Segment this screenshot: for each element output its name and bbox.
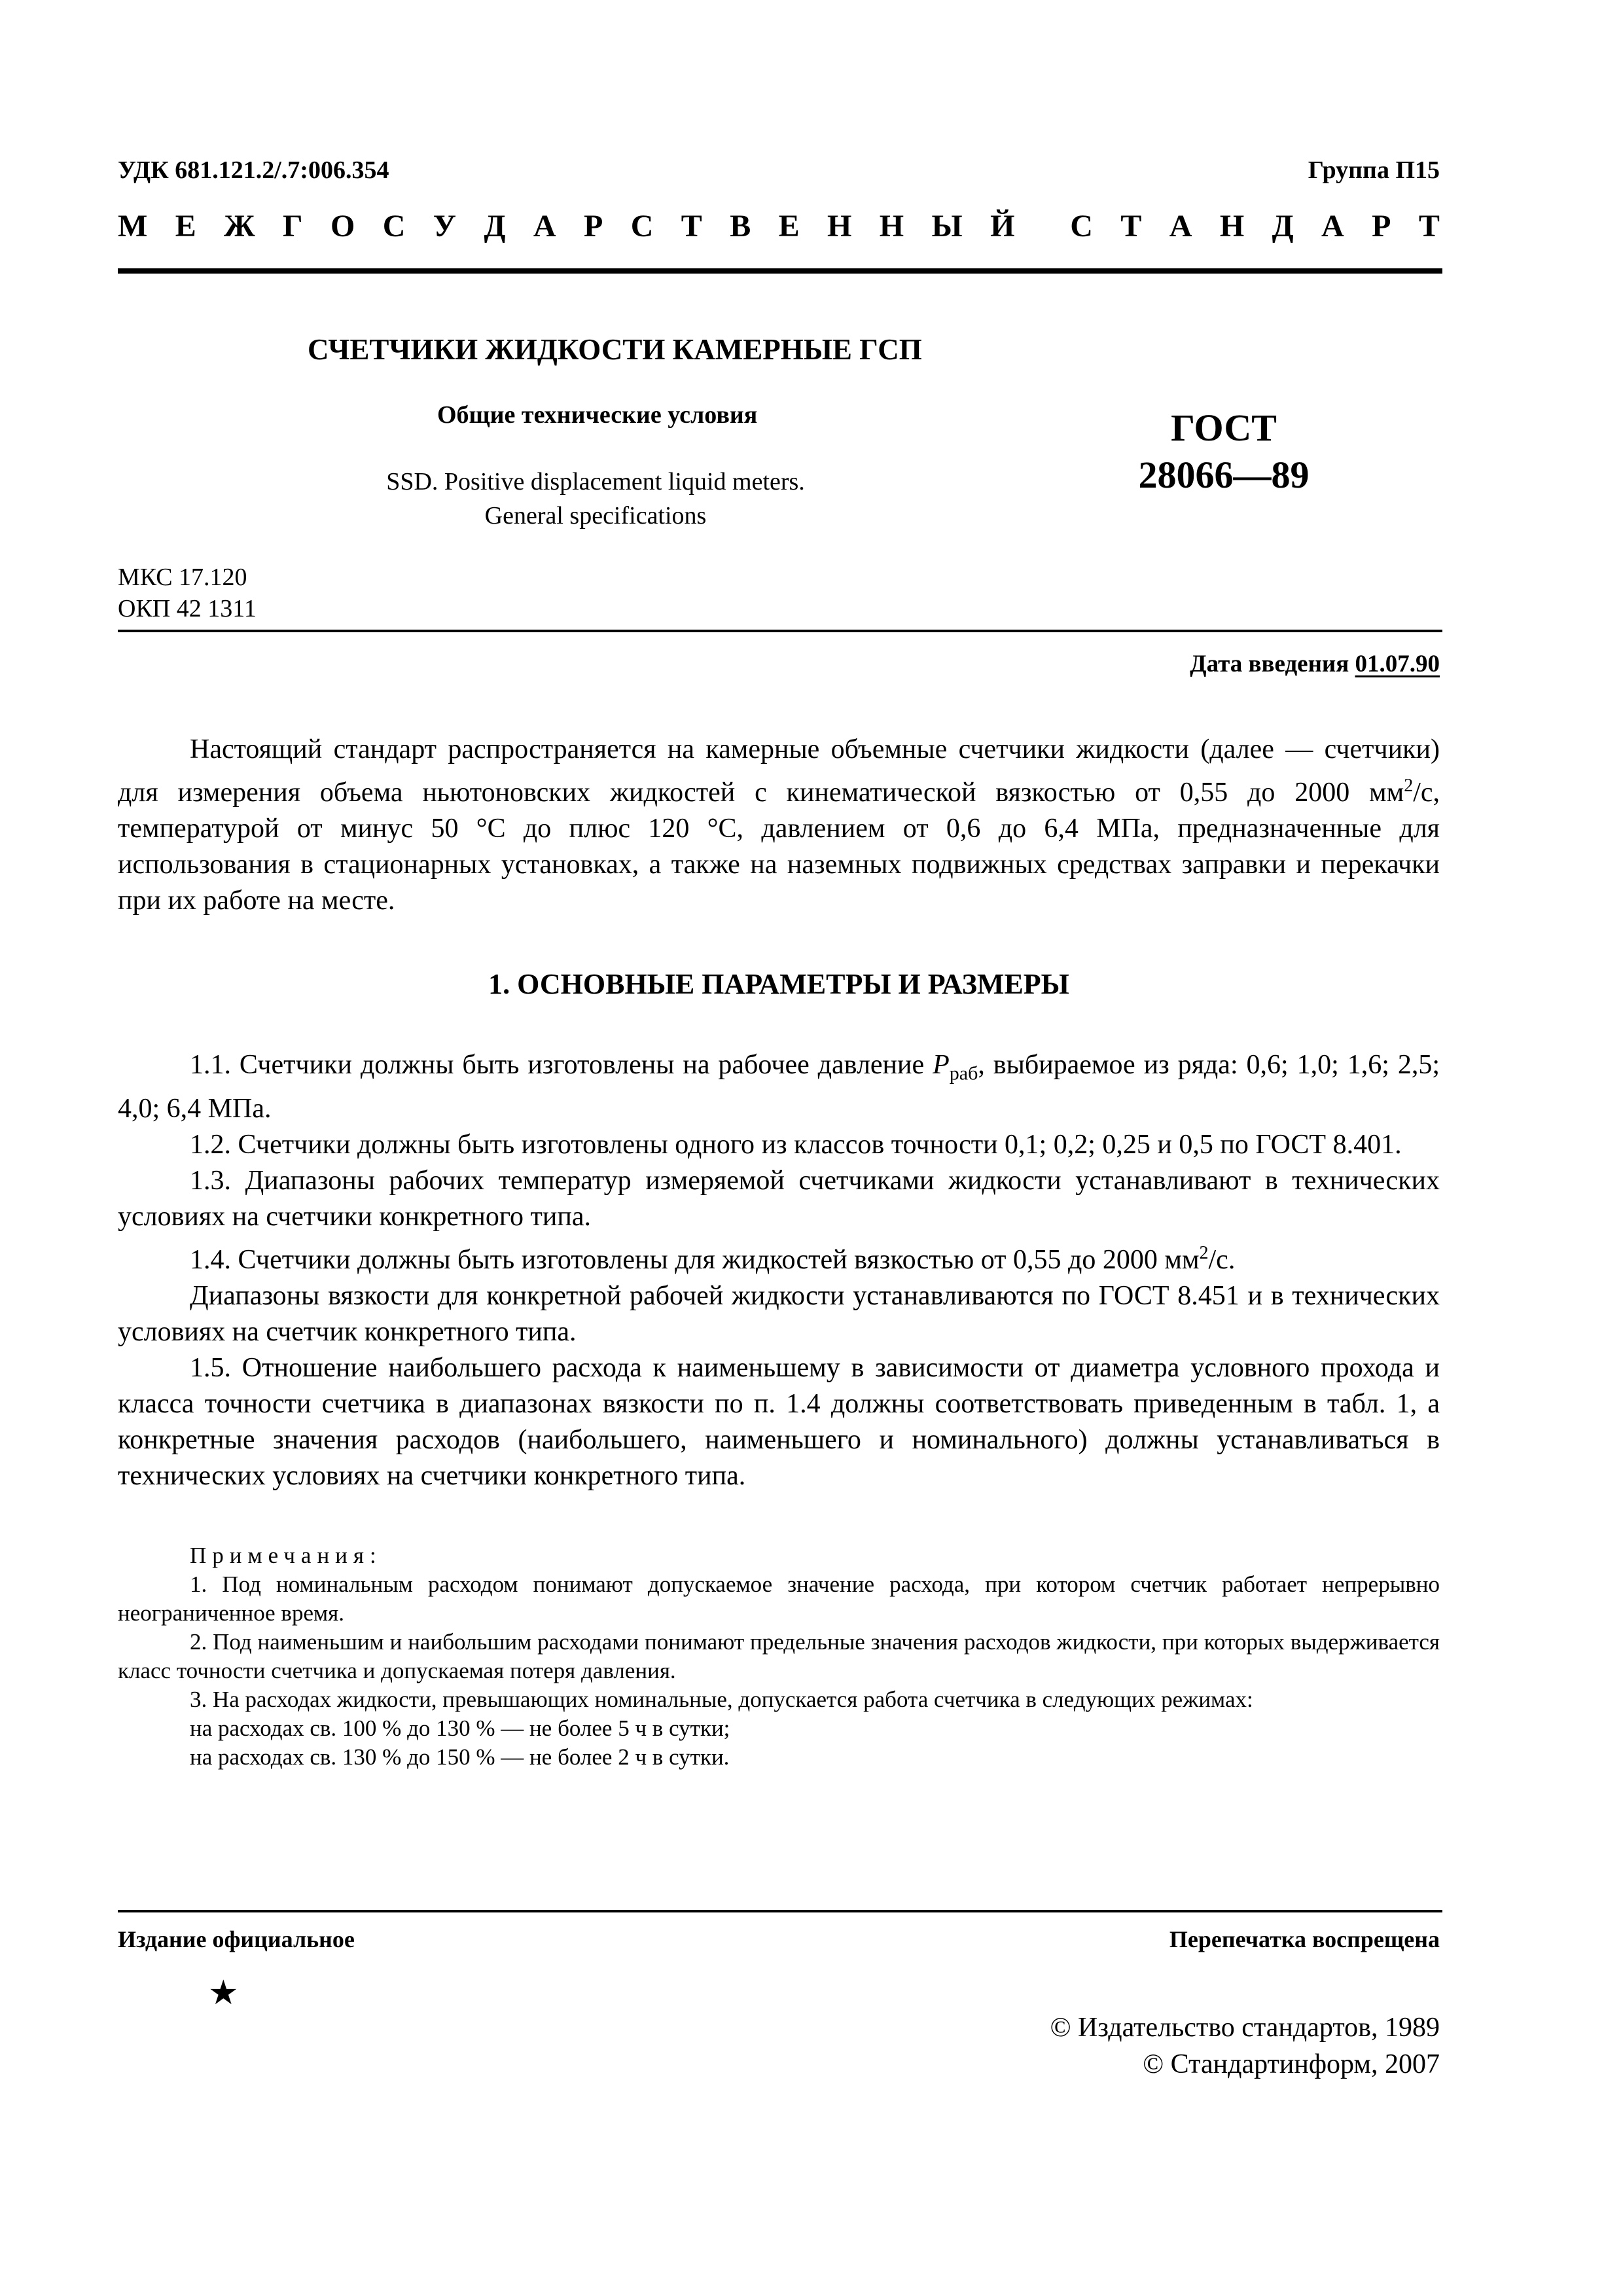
- intro-paragraph: [118, 732, 1440, 919]
- document-title: СЧЕТЧИКИ ЖИДКОСТИ КАМЕРНЫЕ ГСП: [308, 333, 922, 366]
- banner-letter: Т: [681, 209, 702, 243]
- note-regime-1: на расходах св. 100 % до 130 % — не более 5 ч в сутки;: [190, 1715, 730, 1741]
- banner-letter: С: [382, 209, 406, 243]
- copyright: [1050, 2009, 1440, 2083]
- section-heading: 1. ОСНОВНЫЕ ПАРАМЕТРЫ И РАЗМЕРЫ: [488, 968, 1069, 1000]
- intro-date-value: 01.07.90: [1355, 651, 1440, 677]
- variable-p: Р: [933, 1050, 950, 1080]
- banner-letter: Т: [1418, 209, 1440, 243]
- note-2: 2. Под наименьшим и наибольшим расходами понимают предельные значения расходов жидкости, при которых выдерживается класс точности счетчика и допускаемая потеря давления.: [118, 1629, 1440, 1683]
- document-subtitle: Общие технические условия: [437, 401, 758, 429]
- reprint-label: Перепечатка воспрещена: [1169, 1926, 1440, 1952]
- gost-number: [1086, 404, 1361, 499]
- okp-code: ОКП 42 1311: [118, 595, 257, 622]
- title-rule: [118, 630, 1442, 632]
- banner-letter: Е: [175, 209, 196, 243]
- standard-banner: [118, 208, 1440, 244]
- clause-1-1: 1.1. Счетчики должны быть изготовлены на рабочее давление $Р_{раб}$, выбираемое из ряда: 0,6; 1,0; 1,6; 2,5; 4,0; 6,4 МПа.: [118, 1050, 1440, 1124]
- notes-heading: Примечания:: [190, 1543, 382, 1568]
- banner-letter: О: [330, 209, 355, 243]
- copyright-line: © Стандартинформ, 2007: [1143, 2049, 1440, 2079]
- banner-letter: С: [630, 209, 654, 243]
- banner-letter: А: [533, 209, 556, 243]
- subscript: раб: [949, 1062, 978, 1085]
- banner-letter: В: [730, 209, 751, 243]
- banner-letter: Ы: [931, 209, 963, 243]
- banner-letter: У: [433, 209, 457, 243]
- udk-code: УДК 681.121.2/.7:006.354: [118, 156, 389, 184]
- classification-codes: [118, 562, 257, 624]
- english-title: [386, 465, 805, 533]
- note-regime-2: на расходах св. 130 % до 150 % — не более 2 ч в сутки.: [190, 1744, 730, 1770]
- banner-rule: [118, 268, 1442, 274]
- banner-letter: Р: [583, 209, 603, 243]
- footer-rule: [118, 1910, 1442, 1912]
- note-3: 3. На расходах жидкости, превышающих номинальные, допускается работа счетчика в следующих режимах:: [190, 1687, 1253, 1712]
- banner-letter: Н: [827, 209, 852, 243]
- banner-letter: Е: [778, 209, 800, 243]
- clause-1-2: 1.2. Счетчики должны быть изготовлены одного из классов точности 0,1; 0,2; 0,25 и 0,5 по ГОСТ 8.401.: [190, 1130, 1402, 1160]
- banner-letter: А: [1321, 209, 1344, 243]
- copyright-line: © Издательство стандартов, 1989: [1050, 2013, 1440, 2043]
- section-body: [118, 1047, 1440, 1494]
- banner-letter: Й: [990, 209, 1015, 243]
- clause-1-3: 1.3. Диапазоны рабочих температур измеряемой счетчиками жидкости устанавливают в технических условиях на счетчики конкретного типа.: [118, 1166, 1440, 1232]
- gost-code: 28066—89: [1138, 454, 1310, 496]
- edition-label: Издание официальное: [118, 1926, 355, 1952]
- clause-1-5: 1.5. Отношение наибольшего расхода к наименьшему в зависимости от диаметра условного прохода и класса точности счетчика в диапазонах вязкости по п. 1.4 должны соответствовать приведенным в табл. 1, а конкретные значения расходов (наибольшего, наименьшего и номинального) должны устанавливаться в технических условиях на счетчики конкретного типа.: [118, 1353, 1440, 1492]
- note-1: 1. Под номинальным расходом понимают допускаемое значение расхода, при котором счетчик работает непрерывно неограниченное время.: [118, 1571, 1440, 1626]
- banner-letter: Н: [1219, 209, 1245, 243]
- gost-label: ГОСТ: [1171, 406, 1277, 449]
- banner-letter: Д: [1272, 209, 1294, 243]
- superscript: 2: [1199, 1243, 1209, 1264]
- intro-text: Настоящий стандарт распространяется на камерные объемные счетчики жидкости (далее — счетчики) для измерения объема ньютоновских жидкостей с кинематической вязкостью от 0,55 до 2000 мм: [118, 734, 1440, 808]
- clause-1-4-cont: Диапазоны вязкости для конкретной рабочей жидкости устанавливаются по ГОСТ 8.451 и в технических условиях на счетчик конкретного типа.: [118, 1281, 1440, 1348]
- banner-letter: А: [1169, 209, 1192, 243]
- superscript: 2: [1404, 776, 1414, 796]
- banner-letter: Д: [484, 209, 506, 243]
- banner-letter: М: [118, 209, 148, 243]
- star-icon: ★: [208, 1975, 239, 2012]
- banner-letter: Т: [1120, 209, 1142, 243]
- mks-code: МКС 17.120: [118, 564, 247, 591]
- english-title-line: SSD. Positive displacement liquid meters.: [386, 468, 805, 495]
- notes-block: [118, 1541, 1440, 1772]
- banner-letter: Р: [1372, 209, 1391, 243]
- banner-letter: Г: [283, 209, 303, 243]
- intro-date-label: Дата введения: [1190, 651, 1349, 677]
- english-title-line: General specifications: [484, 502, 707, 529]
- banner-letter: С: [1070, 209, 1093, 243]
- banner-letter: Ж: [224, 209, 255, 243]
- intro-date: [1190, 650, 1440, 678]
- banner-letter: Н: [879, 209, 904, 243]
- group-code: Группа П15: [1308, 156, 1440, 184]
- clause-1-4: 1.4. Счетчики должны быть изготовлены для жидкостей вязкостью от 0,55 до 2000 $мм^2/с$.: [190, 1243, 1236, 1276]
- intro-text: /с, температурой от минус 50 °С до плюс 120 °С, давлением от 0,6 до 6,4 МПа, предназначенные для использования в стационарных установках, а также на наземных подвижных средствах заправки и перекачки при их работе на месте.: [118, 778, 1440, 916]
